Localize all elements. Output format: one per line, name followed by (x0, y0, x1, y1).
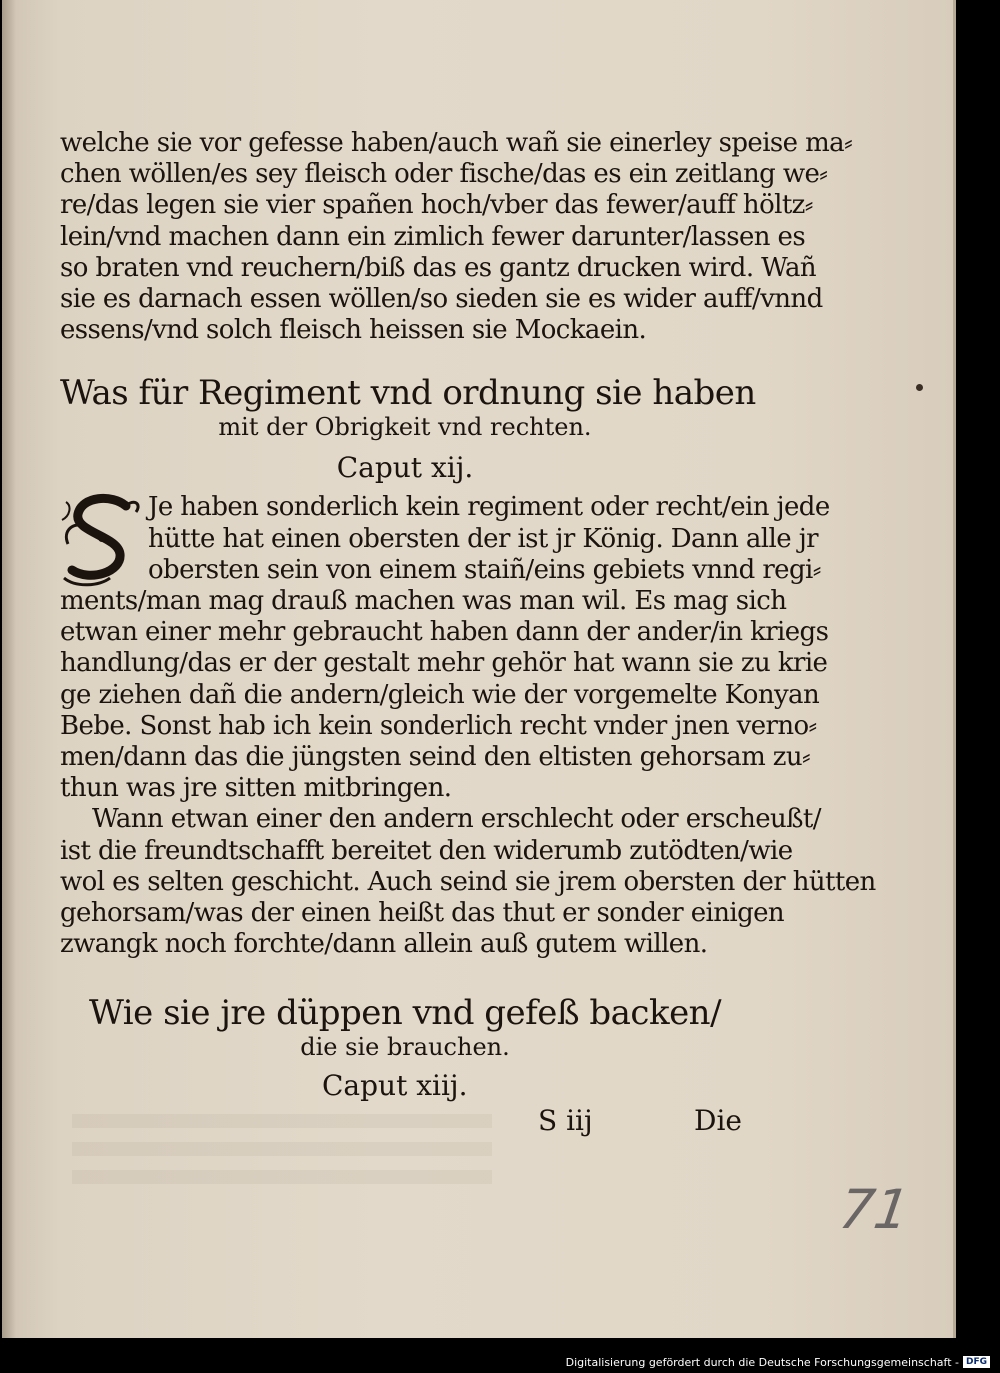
text-line: re/das legen sie vier spañen hoch/vber das fewer/auff höltz⸗ (60, 190, 813, 221)
text-block (60, 128, 876, 1144)
text-line: handlung/das er der gestalt mehr gehör hat wann sie zu krie (60, 648, 828, 679)
paragraph-1 (60, 128, 853, 346)
digitization-credit (566, 1353, 990, 1371)
paper-sheet (2, 0, 956, 1338)
text-line: ments/man mag drauß machen was man wil. Es mag sich (60, 586, 787, 617)
chapter-12-subtitle: mit der Obrigkeit vnd rechten. (218, 413, 592, 442)
text-line: welche sie vor gefesse haben/auch wañ sie einerley speise ma⸗ (60, 128, 853, 158)
text-line: lein/vnd machen dann ein zimlich fewer darunter/lassen es (60, 221, 806, 252)
text-line: hütte hat einen obersten der ist jr König. Dann alle jr (148, 523, 818, 554)
text-line: etwan einer mehr gebraucht haben dann der ander/in kriegs (60, 617, 829, 648)
text-line: so braten vnd reuchern/biß das es gantz drucken wird. Wañ (60, 252, 817, 283)
chapter-12-body (60, 492, 876, 960)
decorated-initial-icon (60, 492, 144, 588)
text-line: chen wöllen/es sey fleisch oder fische/das es ein zeitlang we⸗ (60, 159, 828, 190)
ink-speck (916, 384, 923, 391)
text-line: Je haben sonderlich kein regiment oder recht/ein jede (148, 492, 830, 523)
text-line: essens/vnd solch fleisch heissen sie Mockaein. (60, 315, 647, 346)
text-line: gehorsam/was der einen heißt das thut er sonder einigen (60, 898, 785, 929)
catchword: Die (694, 1104, 742, 1138)
chapter-13-subtitle: die sie brauchen. (300, 1033, 510, 1062)
page-gutter-shadow (2, 0, 16, 1338)
chapter-13-title: Wie sie jre düppen vnd gefeß backen/ (88, 993, 722, 1034)
folio-number: 71 (835, 1178, 914, 1241)
text-line: obersten sein von einem staiñ/eins gebiets vnnd regi⸗ (148, 554, 821, 585)
text-line: Bebe. Sonst hab ich kein sonderlich recht vnder jnen verno⸗ (60, 710, 817, 741)
text-line: Wann etwan einer den andern erschlecht oder erscheußt/ (92, 804, 821, 835)
text-line: men/dann das die jüngsten seind den eltisten gehorsam zu⸗ (60, 742, 811, 773)
text-line: zwangk noch forchte/dann allein auß gutem willen. (60, 929, 708, 960)
signature-mark: S iij (538, 1104, 593, 1138)
chapter-12-title: Was für Regiment vnd ordnung sie haben (60, 373, 756, 414)
dfg-logo: DFG (963, 1356, 990, 1368)
text-line: thun was jre sitten mitbringen. (60, 773, 452, 804)
chapter-13-caput: Caput xiij. (322, 1069, 468, 1103)
chapter-12-caput: Caput xij. (336, 451, 474, 485)
text-line: wol es selten geschicht. Auch seind sie jrem obersten der hütten (60, 866, 876, 897)
text-line: ist die freundtschafft bereitet den widerumb zutödten/wie (60, 835, 793, 866)
credit-text: Digitalisierung gefördert durch die Deutsche Forschungsgemeinschaft - (565, 1355, 959, 1369)
text-line: ge ziehen dañ die andern/gleich wie der vorgemelte Konyan (60, 679, 820, 710)
text-line: sie es darnach essen wöllen/so sieden sie es wider auff/vnnd (60, 284, 823, 315)
page-footer (60, 1104, 750, 1144)
